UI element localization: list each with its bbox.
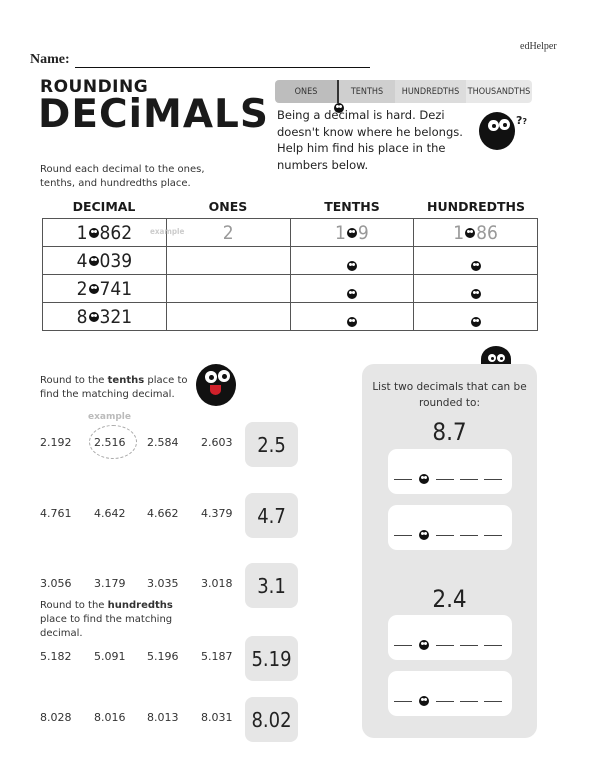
option[interactable]: 2.603 bbox=[201, 436, 233, 449]
option[interactable]: 8.013 bbox=[147, 711, 179, 724]
answer-box: 3.1 bbox=[245, 563, 298, 608]
question-marks-icon: ?? bbox=[516, 114, 528, 127]
ones-answer-cell[interactable] bbox=[166, 275, 290, 303]
decimal-cell: 1 862 example bbox=[43, 219, 167, 247]
option[interactable]: 8.028 bbox=[40, 711, 72, 724]
target-value: 8.7 bbox=[432, 418, 467, 446]
header-hundredths: HUNDREDTHS bbox=[427, 199, 525, 214]
section2-instruction: Round to the tenths place to find the matching decimal. bbox=[40, 375, 188, 400]
option[interactable]: 3.035 bbox=[147, 577, 179, 590]
rounding-table bbox=[42, 218, 538, 331]
decimal-cell: 8 321 bbox=[43, 303, 167, 331]
option[interactable]: 2.192 bbox=[40, 436, 72, 449]
option[interactable]: 5.182 bbox=[40, 650, 72, 663]
name-input-line[interactable] bbox=[75, 67, 370, 68]
answer-input-box[interactable] bbox=[388, 505, 512, 550]
place-value-bar bbox=[275, 80, 532, 103]
option[interactable]: 3.179 bbox=[94, 577, 126, 590]
example-label: example bbox=[88, 412, 131, 422]
option[interactable]: 3.018 bbox=[201, 577, 233, 590]
answer-input-box[interactable] bbox=[388, 671, 512, 716]
answer-input-box[interactable] bbox=[388, 449, 512, 494]
header-decimal: DECIMAL bbox=[72, 199, 136, 214]
tenths-answer-cell[interactable] bbox=[290, 303, 414, 331]
answer-input-box[interactable] bbox=[388, 615, 512, 660]
name-label: Name: bbox=[30, 52, 70, 67]
table-row bbox=[43, 219, 538, 247]
example-label: example bbox=[150, 227, 185, 236]
header-ones: ONES bbox=[208, 199, 248, 214]
answer-box: 8.02 bbox=[245, 697, 298, 742]
decimal-cell: 2 741 bbox=[43, 275, 167, 303]
place-hundredths: HUNDREDTHS bbox=[395, 80, 466, 103]
place-ones: ONES bbox=[275, 80, 339, 103]
answer-box: 2.5 bbox=[245, 422, 298, 467]
option[interactable]: 3.056 bbox=[40, 577, 72, 590]
option[interactable]: 2.584 bbox=[147, 436, 179, 449]
tenths-answer-cell[interactable] bbox=[290, 275, 414, 303]
ones-cell: 2 bbox=[166, 219, 290, 247]
title-rounding: ROUNDING bbox=[40, 77, 149, 97]
option[interactable]: 8.031 bbox=[201, 711, 233, 724]
place-thousandths: THOUSANDTHS bbox=[466, 80, 532, 103]
hundredths-cell: 1 86 bbox=[414, 219, 538, 247]
table-row bbox=[43, 303, 538, 331]
intro-text: Being a decimal is hard. Dezi doesn't know where he belongs. Help him find his place in the numbers below. bbox=[277, 108, 463, 172]
table-row bbox=[43, 275, 538, 303]
option[interactable]: 5.187 bbox=[201, 650, 233, 663]
section1-instruction: Round each decimal to the ones, tenths, and hundredths place. bbox=[40, 164, 205, 189]
panel-title: List two decimals that can be rounded to: bbox=[372, 381, 527, 409]
header-tenths: TENTHS bbox=[324, 199, 380, 214]
section3-instruction: Round to the hundredths place to find the matching decimal. bbox=[40, 600, 173, 639]
option[interactable]: 4.379 bbox=[201, 507, 233, 520]
tenths-cell: 1 9 bbox=[290, 219, 414, 247]
hundredths-answer-cell[interactable] bbox=[414, 303, 538, 331]
dezi-mascot-icon bbox=[479, 112, 515, 150]
option[interactable]: 5.091 bbox=[94, 650, 126, 663]
hundredths-answer-cell[interactable] bbox=[414, 275, 538, 303]
ones-answer-cell[interactable] bbox=[166, 247, 290, 275]
option[interactable]: 8.016 bbox=[94, 711, 126, 724]
title-decimals: DECiMALS bbox=[38, 92, 269, 137]
option[interactable]: 4.662 bbox=[147, 507, 179, 520]
option[interactable]: 5.196 bbox=[147, 650, 179, 663]
table-row bbox=[43, 247, 538, 275]
dezi-waving-icon bbox=[196, 364, 236, 406]
hundredths-answer-cell[interactable] bbox=[414, 247, 538, 275]
tenths-answer-cell[interactable] bbox=[290, 247, 414, 275]
answer-box: 4.7 bbox=[245, 493, 298, 538]
place-tenths: TENTHS bbox=[339, 80, 395, 103]
target-value: 2.4 bbox=[432, 585, 467, 613]
decimal-cell: 4 039 bbox=[43, 247, 167, 275]
answer-box: 5.19 bbox=[245, 636, 298, 681]
option[interactable]: 4.642 bbox=[94, 507, 126, 520]
option[interactable]: 4.761 bbox=[40, 507, 72, 520]
option[interactable]: 2.516 bbox=[94, 436, 126, 449]
brand-label: edHelper bbox=[520, 41, 557, 52]
ones-answer-cell[interactable] bbox=[166, 303, 290, 331]
